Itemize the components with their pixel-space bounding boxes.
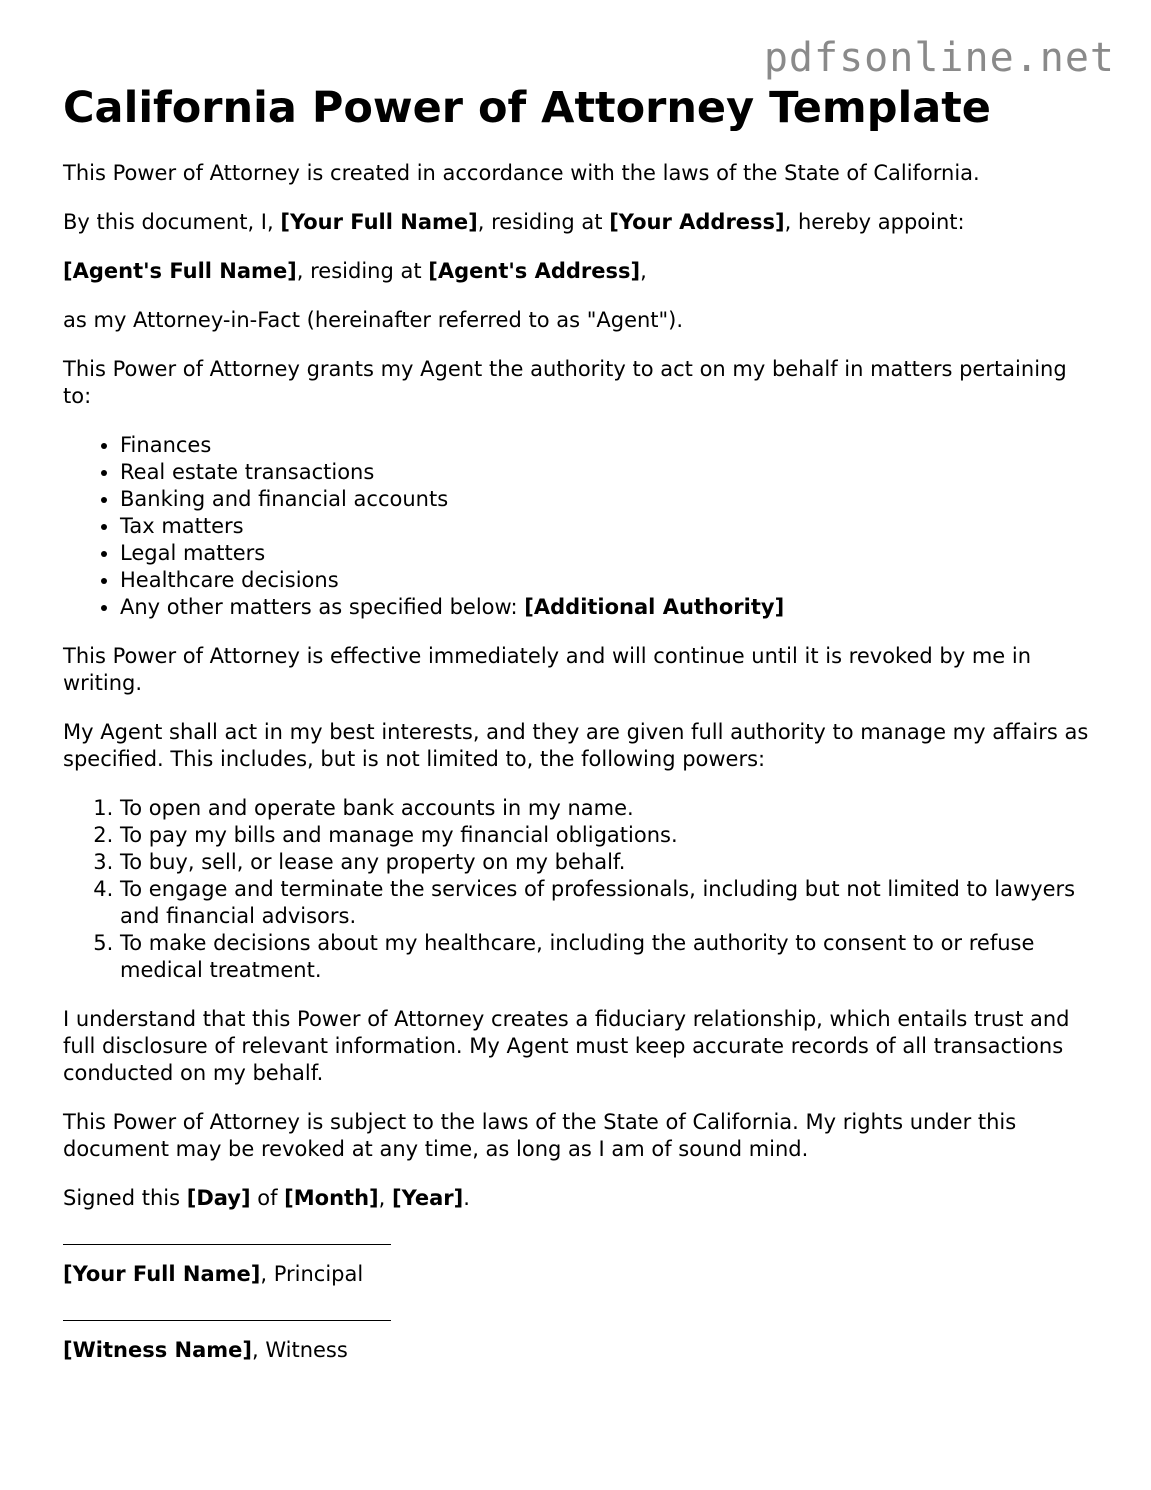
grants-paragraph: This Power of Attorney grants my Agent the authority to act on my behalf in matters pertaining to: — [63, 357, 1067, 408]
list-item: • Finances — [120, 432, 1093, 459]
best-interests-paragraph: My Agent shall act in my best interests, and they are given full authority to manage my affairs as specified. This includes, but is not limited to, the following powers: — [63, 720, 1089, 771]
agent-paragraph — [63, 258, 1093, 285]
signed-date-line — [63, 1185, 1093, 1212]
agent-middle: , residing at — [296, 259, 429, 283]
signed-of: of — [250, 1186, 285, 1210]
other-matters-text: Any other matters as specified below: — [120, 595, 525, 619]
agent-suffix: , — [640, 259, 647, 283]
powers-list — [63, 795, 1093, 984]
appoint-middle: , residing at — [477, 210, 610, 234]
list-item: • Legal matters — [120, 540, 1093, 567]
witness-signature-label — [63, 1337, 1093, 1364]
agent-address-placeholder: [Agent's Address] — [428, 259, 641, 283]
list-item: • Tax matters — [120, 513, 1093, 540]
matters-list — [63, 432, 1093, 621]
principal-role: , Principal — [260, 1262, 364, 1286]
principal-signature-label — [63, 1261, 1093, 1288]
list-item — [120, 594, 1093, 621]
signed-comma: , — [378, 1186, 392, 1210]
list-item: • Real estate transactions — [120, 459, 1093, 486]
month-placeholder: [Month] — [284, 1186, 379, 1210]
signed-prefix: Signed this — [63, 1186, 187, 1210]
year-placeholder: [Year] — [392, 1186, 464, 1210]
effective-paragraph: This Power of Attorney is effective immediately and will continue until it is revoked by me in writing. — [63, 644, 1032, 695]
appoint-prefix: By this document, I, — [63, 210, 281, 234]
principal-name-placeholder: [Your Full Name] — [63, 1262, 261, 1286]
signed-period: . — [463, 1186, 470, 1210]
document-title: California Power of Attorney Template — [63, 83, 991, 133]
appointment-paragraph — [63, 209, 1093, 236]
day-placeholder: [Day] — [186, 1186, 251, 1210]
list-item: 1. To open and operate bank accounts in my name. — [120, 795, 1093, 822]
governing-law-paragraph: This Power of Attorney is subject to the laws of the State of California. My rights under this document may be revoked at any time, as long as I am of sound mind. — [63, 1110, 1017, 1161]
principal-address-placeholder: [Your Address] — [609, 210, 785, 234]
watermark: pdfsonline.net — [763, 35, 1115, 81]
principal-signature-line — [63, 1244, 391, 1245]
witness-signature-line — [63, 1320, 391, 1321]
list-item: • Healthcare decisions — [120, 567, 1093, 594]
list-item: 5. To make decisions about my healthcare, including the authority to consent to or refuse medical treatment. — [120, 930, 1093, 984]
witness-name-placeholder: [Witness Name] — [63, 1338, 252, 1362]
list-item: 3. To buy, sell, or lease any property on my behalf. — [120, 849, 1093, 876]
principal-name-placeholder: [Your Full Name] — [280, 210, 478, 234]
intro-paragraph: This Power of Attorney is created in accordance with the laws of the State of California. — [63, 161, 980, 185]
list-item: 4. To engage and terminate the services of professionals, including but not limited to lawyers and financial advisors. — [120, 876, 1093, 930]
fiduciary-paragraph: I understand that this Power of Attorney creates a fiduciary relationship, which entails trust and full disclosure of relevant information. My Agent must keep accurate records of all transactions conducted on my behalf. — [63, 1007, 1070, 1085]
appoint-suffix: , hereby appoint: — [784, 210, 965, 234]
document-body — [63, 80, 1093, 1364]
agent-name-placeholder: [Agent's Full Name] — [63, 259, 297, 283]
list-item: • Banking and financial accounts — [120, 486, 1093, 513]
additional-authority-placeholder: [Additional Authority] — [524, 595, 785, 619]
attorney-in-fact-paragraph: as my Attorney-in-Fact (hereinafter referred to as "Agent"). — [63, 308, 684, 332]
list-item: 2. To pay my bills and manage my financial obligations. — [120, 822, 1093, 849]
witness-role: , Witness — [251, 1338, 348, 1362]
